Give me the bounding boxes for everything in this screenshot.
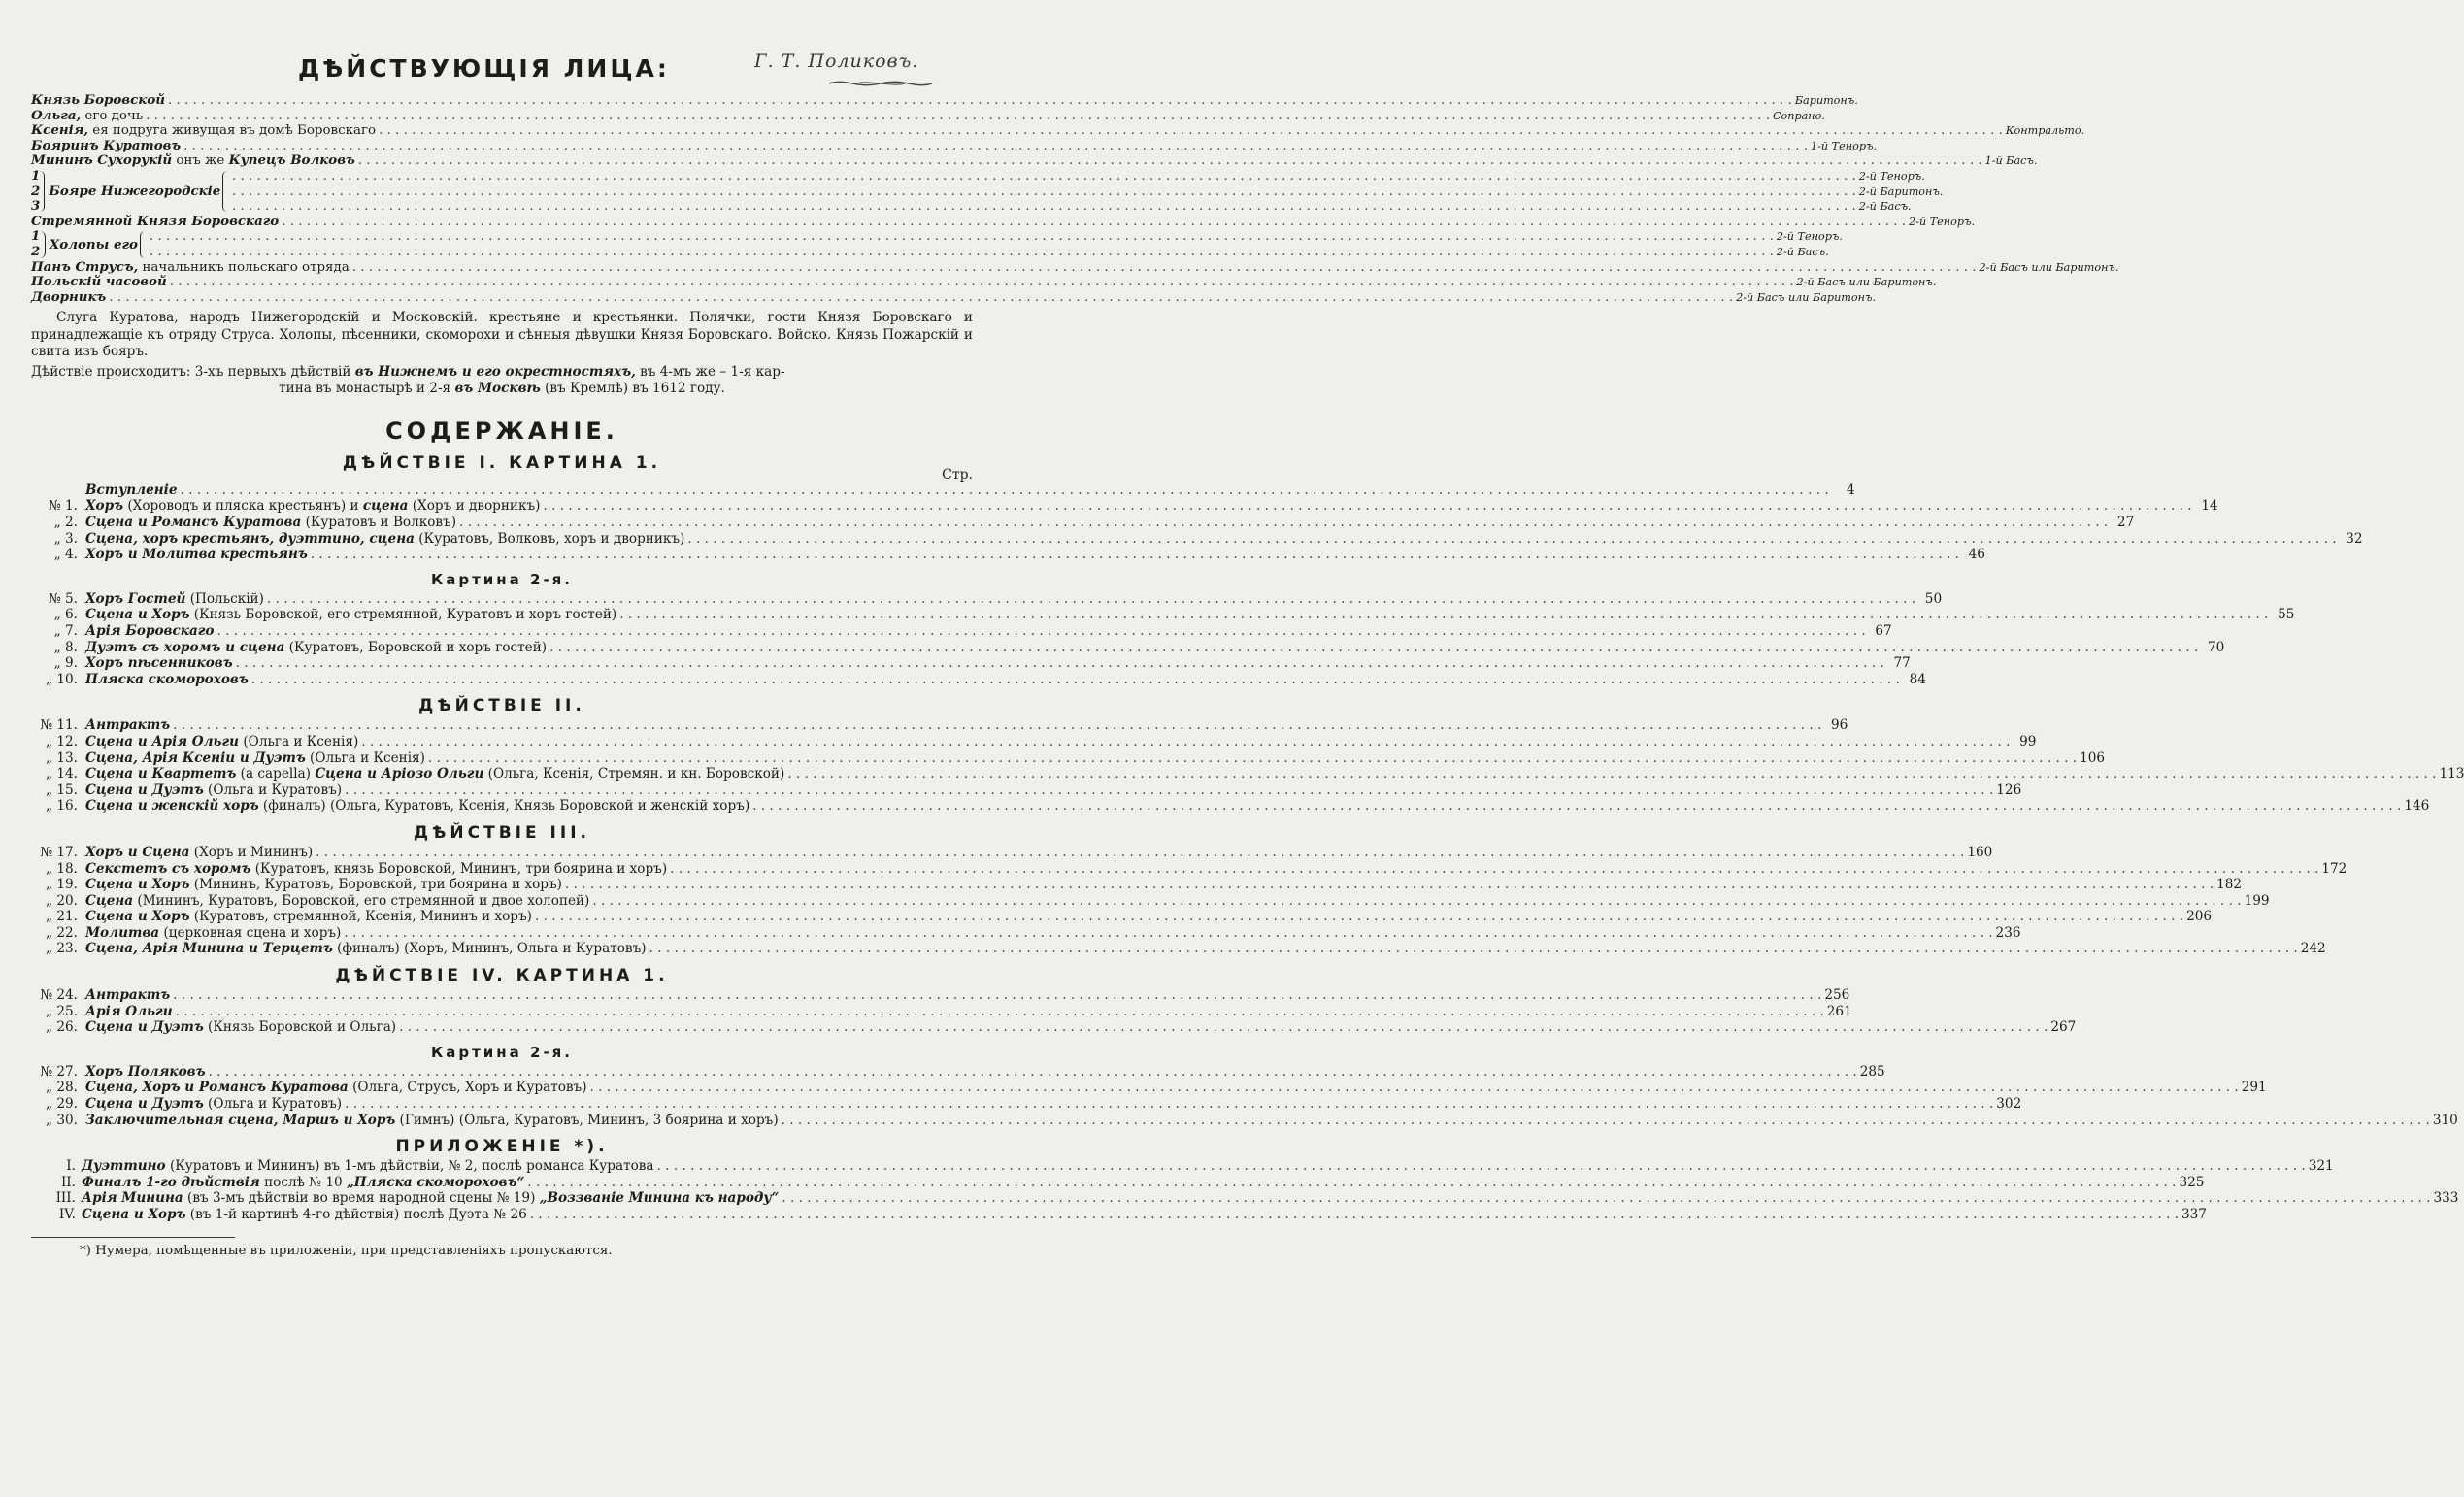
cast-row: Ольга, его дочь . . . Сопрано. bbox=[31, 109, 973, 124]
toc-act-1-scene-2 bbox=[31, 590, 2295, 688]
toc-entry: „ 23. Сцена, Арія Минина и Терцетъ (финалъ) (Хоръ, Мининъ, Ольга и Куратовъ) . . . 242 bbox=[31, 941, 973, 957]
cast-row: Бояринъ Куратовъ . . . 1-й Теноръ. bbox=[31, 139, 973, 154]
toc-entry: II. Финалъ 1-го дѣйствія послѣ № 10 „Пляска скомороховъ“ . . . 325 bbox=[31, 1175, 973, 1191]
appendix-heading: ПРИЛОЖЕНІЕ *). bbox=[395, 1137, 609, 1157]
contents-title: СОДЕРЖАНІЕ. bbox=[385, 416, 618, 445]
toc-entry: „ 6. Сцена и Хоръ (Князь Боровской, его стремянной, Куратовъ и хоръ гостей) . . . 55 bbox=[31, 607, 973, 623]
cast-row: Польскій часовой . . . 2-й Басъ или Баритонъ. bbox=[31, 275, 973, 290]
cast-row: Стремянной Князя Боровскаго . . . 2-й Теноръ. bbox=[31, 215, 973, 230]
toc-appendix bbox=[31, 1158, 2459, 1222]
cast-row: Панъ Струсъ, начальникъ польскаго отряда . . . 2-й Басъ или Баритонъ. bbox=[31, 260, 973, 276]
toc-entry: „ 18. Секстетъ съ хоромъ (Куратовъ, князь Боровской, Мининъ, три боярина и хоръ) . . . 172 bbox=[31, 861, 973, 878]
toc-entry: „ 16. Сцена и женскій хоръ (финалъ) (Ольга, Куратовъ, Ксенія, Князь Боровской и женскій хоръ) . . . 146 bbox=[31, 798, 973, 815]
act-1-scene-2-heading: Картина 2-я. bbox=[430, 570, 574, 588]
act-4-scene-2-heading: Картина 2-я. bbox=[430, 1043, 574, 1061]
toc-entry: „ 19. Сцена и Хоръ (Мининъ, Куратовъ, Боровской, три боярина и хоръ) . . . 182 bbox=[31, 877, 973, 893]
cast-row: Дворникъ . . . 2-й Басъ или Баритонъ. bbox=[31, 290, 973, 306]
toc-act-1 bbox=[31, 482, 2363, 563]
toc-act-4 bbox=[31, 987, 2077, 1036]
signature-flourish-icon bbox=[827, 76, 934, 91]
kholopy-name: Холопы его bbox=[49, 236, 138, 252]
toc-entry: № 27. Хоръ Поляковъ . . . 285 bbox=[31, 1064, 973, 1081]
kholopy-group: 1 2 Холопы его . . . 2-й Теноръ. . . . 2-й Басъ. bbox=[31, 229, 973, 259]
toc-entry: № 17. Хоръ и Сцена (Хоръ и Мининъ) . . . 160 bbox=[31, 845, 973, 861]
setting-paragraph: Дѣйствіе происходитъ: 3-хъ первыхъ дѣйствій въ Нижнемъ и его окрестностяхъ, въ 4-мъ же – 1-я кар- тина въ монастырѣ и 2-я въ Москвѣ (въ Кремлѣ) въ 1612 году. bbox=[31, 363, 785, 397]
cast-list bbox=[31, 92, 2119, 305]
toc-entry: „ 9. Хоръ пѣсенниковъ . . . 77 bbox=[31, 655, 973, 672]
toc-entry: „ 20. Сцена (Мининъ, Куратовъ, Боровской, его стремянной и двое холопей) . . . 199 bbox=[31, 893, 973, 910]
toc-entry: „ 10. Пляска скомороховъ . . . 84 bbox=[31, 672, 973, 688]
toc-entry: № 11. Антрактъ . . . 96 bbox=[31, 717, 973, 734]
toc-act-3 bbox=[31, 844, 2347, 957]
cast-row: Ксенія, ея подруга живущая въ домѣ Боровскаго . . . Контральто. bbox=[31, 123, 973, 139]
handwritten-signature: Г. Т. Поликовъ. bbox=[754, 50, 919, 72]
act-1-heading: ДѢЙСТВІЕ I. КАРТИНА 1. bbox=[342, 452, 662, 473]
toc-entry: „ 26. Сцена и Дуэтъ (Князь Боровской и Ольга) . . . 267 bbox=[31, 1019, 973, 1036]
toc-entry: „ 30. Заключительная сцена, Маршъ и Хоръ (Гимнъ) (Ольга, Куратовъ, Мининъ, 3 боярина и хоръ) . . . 310 bbox=[31, 1113, 973, 1129]
toc-entry: „ 2. Сцена и Романсъ Куратова (Куратовъ и Волковъ) . . . 27 bbox=[31, 515, 973, 531]
document-page bbox=[31, 50, 2464, 1258]
toc-entry: „ 22. Молитва (церковная сцена и хоръ) . . . 236 bbox=[31, 925, 973, 942]
cast-row: Мининъ Сухорукій онъ же Купецъ Волковъ . . . 1-й Басъ. bbox=[31, 153, 973, 169]
toc-entry: „ 21. Сцена и Хоръ (Куратовъ, стремянной, Ксенія, Мининъ и хоръ) . . . 206 bbox=[31, 909, 973, 925]
header bbox=[31, 50, 973, 93]
toc-entry: Вступленіе . . . 4 bbox=[31, 482, 973, 499]
act-3-heading: ДѢЙСТВІЕ III. bbox=[414, 822, 590, 843]
toc-entry: „ 29. Сцена и Дуэтъ (Ольга и Куратовъ) . . . 302 bbox=[31, 1096, 973, 1113]
toc-entry: III. Арія Минина (въ 3-мъ дѣйствіи во время народной сцены № 19) „Воззваніе Минина къ народу“ . . . 333 bbox=[31, 1190, 973, 1207]
toc-entry: № 24. Антрактъ . . . 256 bbox=[31, 987, 973, 1004]
cast-title: ДѢЙСТВУЮЩІЯ ЛИЦА: bbox=[298, 54, 670, 83]
footnote: *) Нумера, помѣщенные въ приложеніи, при представленіяхъ пропускаются. bbox=[80, 1243, 613, 1258]
boyars-group: 1 2 3 Бояре Нижегородскіе . . . 2-й Теноръ. . . . 2-й Баритонъ. . . . 2-й Басъ. bbox=[31, 169, 973, 215]
toc-entry: „ 28. Сцена, Хоръ и Романсъ Куратова (Ольга, Струсъ, Хоръ и Куратовъ) . . . 291 bbox=[31, 1080, 973, 1096]
toc-entry: „ 25. Арія Ольги . . . 261 bbox=[31, 1004, 973, 1020]
toc-entry: „ 12. Сцена и Арія Ольги (Ольга и Ксенія) . . . 99 bbox=[31, 734, 973, 750]
toc-entry: „ 14. Сцена и Квартетъ (a capella) Сцена и Аріозо Ольги (Ольга, Ксенія, Стремян. и кн. Боровской) . . . 113 bbox=[31, 766, 973, 782]
toc-act-4-scene-2 bbox=[31, 1063, 2458, 1128]
footnote-rule bbox=[31, 1237, 235, 1238]
page-column-label: Стр. bbox=[942, 466, 973, 482]
toc-entry: „ 4. Хоръ и Молитва крестьянъ . . . 46 bbox=[31, 547, 973, 563]
extras-paragraph: Слуга Куратова, народъ Нижегородскій и Московскій. крестьяне и крестьянки. Полячки, гости Князя Боровскаго и принадлежащіе къ отряду Струса. Холопы, пѣсенники, скоморохи и сѣнныя дѣвушки Князя Боровскаго. Войско. Князь Пожарскій и свита изъ бояръ. bbox=[31, 310, 973, 360]
toc-entry: „ 8. Дуэтъ съ хоромъ и сцена (Куратовъ, Боровской и хоръ гостей) . . . 70 bbox=[31, 640, 973, 656]
toc-entry: „ 3. Сцена, хоръ крестьянъ, дуэттино, сцена (Куратовъ, Волковъ, хоръ и дворникъ) . . . 32 bbox=[31, 531, 973, 548]
toc-entry: „ 7. Арія Боровскаго . . . 67 bbox=[31, 623, 973, 640]
boyars-name: Бояре Нижегородскіе bbox=[49, 183, 221, 200]
cast-row: Князь Боровской . . . Баритонъ. bbox=[31, 93, 973, 109]
toc-entry: № 5. Хоръ Гостей (Польскій) . . . 50 bbox=[31, 591, 973, 608]
toc-entry: № 1. Хоръ (Хороводъ и пляска крестьянъ) и сцена (Хоръ и дворникъ) . . . 14 bbox=[31, 498, 973, 515]
toc-act-2 bbox=[31, 717, 2464, 815]
act-2-heading: ДѢЙСТВІЕ II. bbox=[418, 696, 585, 716]
toc-entry: I. Дуэттино (Куратовъ и Мининъ) въ 1-мъ дѣйствіи, № 2, послѣ романса Куратова . . . 321 bbox=[31, 1158, 973, 1175]
toc-entry: „ 13. Сцена, Арія Ксеніи и Дуэтъ (Ольга и Ксенія) . . . 106 bbox=[31, 750, 973, 767]
act-4-heading: ДѢЙСТВІЕ IV. КАРТИНА 1. bbox=[335, 966, 669, 986]
toc-entry: IV. Сцена и Хоръ (въ 1-й картинѣ 4-го дѣйствія) послѣ Дуэта № 26 . . . 337 bbox=[31, 1207, 973, 1223]
toc-entry: „ 15. Сцена и Дуэтъ (Ольга и Куратовъ) . . . 126 bbox=[31, 782, 973, 799]
